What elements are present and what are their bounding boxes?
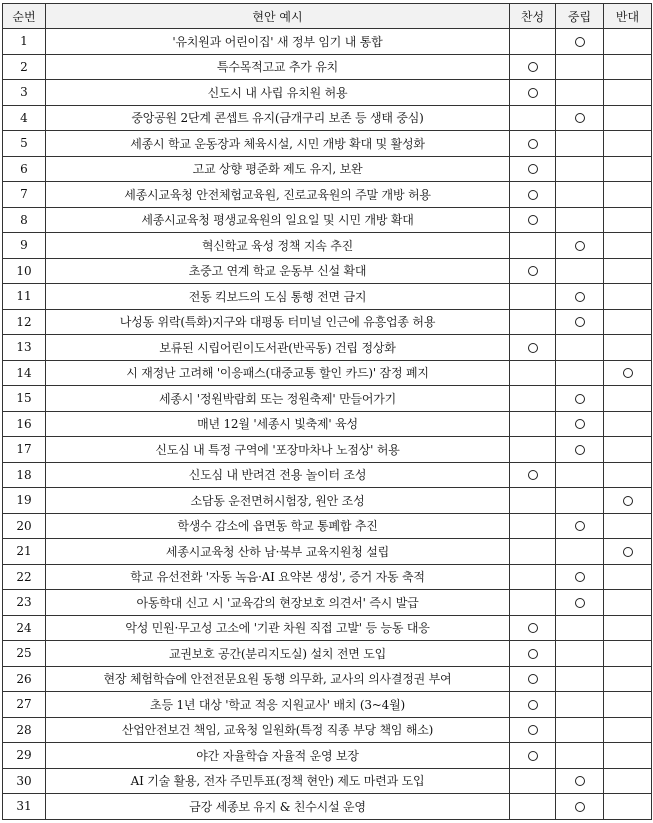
vote-cell-neutral (556, 768, 604, 794)
vote-cell-oppose (604, 794, 652, 820)
row-number: 31 (3, 794, 46, 820)
table-row (3, 335, 652, 361)
row-number: 24 (3, 615, 46, 641)
vote-cell-oppose (604, 437, 652, 463)
issue-text: 학교 유선전화 '자동 녹음·AI 요약본 생성', 증거 자동 축적 (46, 564, 510, 590)
vote-cell-neutral (556, 615, 604, 641)
vote-cell-agree (510, 131, 556, 157)
table-row (3, 309, 652, 335)
table-row (3, 182, 652, 208)
row-number: 3 (3, 80, 46, 106)
row-number: 21 (3, 539, 46, 565)
vote-cell-neutral (556, 717, 604, 743)
table-row (3, 794, 652, 820)
vote-cell-agree (510, 233, 556, 259)
issue-text: 악성 민원·무고성 고소에 '기관 차원 직접 고발' 등 능동 대응 (46, 615, 510, 641)
vote-cell-oppose (604, 284, 652, 310)
circle-mark-icon (528, 725, 538, 735)
issue-text: 세종시 '정원박람회 또는 정원축제' 만들어가기 (46, 386, 510, 412)
table-row (3, 156, 652, 182)
vote-cell-oppose (604, 258, 652, 284)
table-row (3, 743, 652, 769)
issue-text: 소담동 운전면허시험장, 원안 조성 (46, 488, 510, 514)
vote-cell-neutral (556, 284, 604, 310)
circle-mark-icon (528, 88, 538, 98)
row-number: 26 (3, 666, 46, 692)
circle-mark-icon (528, 470, 538, 480)
issue-text: 초중고 연계 학교 운동부 신설 확대 (46, 258, 510, 284)
vote-cell-neutral (556, 182, 604, 208)
vote-cell-agree (510, 437, 556, 463)
issue-text: 초등 1년 대상 '학교 적응 지원교사' 배치 (3~4월) (46, 692, 510, 718)
circle-mark-icon (528, 266, 538, 276)
vote-cell-oppose (604, 207, 652, 233)
issue-text: 보류된 시립어린이도서관(반곡동) 건립 정상화 (46, 335, 510, 361)
table-row (3, 207, 652, 233)
row-number: 12 (3, 309, 46, 335)
row-number: 20 (3, 513, 46, 539)
circle-mark-icon (575, 394, 585, 404)
header-item: 현안 예시 (46, 4, 510, 29)
table-body (3, 29, 652, 820)
issue-text: 교권보호 공간(분리지도실) 설치 전면 도입 (46, 641, 510, 667)
vote-cell-oppose (604, 105, 652, 131)
row-number: 2 (3, 54, 46, 80)
table-row (3, 131, 652, 157)
circle-mark-icon (575, 241, 585, 251)
vote-cell-oppose (604, 29, 652, 55)
vote-cell-agree (510, 258, 556, 284)
vote-cell-neutral (556, 233, 604, 259)
circle-mark-icon (575, 776, 585, 786)
issue-text: 신도심 내 반려견 전용 놀이터 조성 (46, 462, 510, 488)
vote-cell-agree (510, 29, 556, 55)
vote-cell-oppose (604, 335, 652, 361)
table-row (3, 564, 652, 590)
vote-cell-oppose (604, 717, 652, 743)
vote-cell-agree (510, 386, 556, 412)
vote-cell-agree (510, 284, 556, 310)
circle-mark-icon (575, 598, 585, 608)
circle-mark-icon (528, 751, 538, 761)
vote-cell-neutral (556, 54, 604, 80)
issue-text: 세종시교육청 평생교육원의 일요일 및 시민 개방 확대 (46, 207, 510, 233)
vote-cell-neutral (556, 743, 604, 769)
circle-mark-icon (528, 623, 538, 633)
vote-cell-oppose (604, 462, 652, 488)
circle-mark-icon (623, 547, 633, 557)
vote-cell-neutral (556, 590, 604, 616)
row-number: 18 (3, 462, 46, 488)
issue-text: 전동 킥보드의 도심 통행 전면 금지 (46, 284, 510, 310)
vote-cell-oppose (604, 513, 652, 539)
issue-text: '유치원과 어린이집' 새 정부 임기 내 통합 (46, 29, 510, 55)
issue-text: 혁신학교 육성 정책 지속 추진 (46, 233, 510, 259)
vote-cell-neutral (556, 156, 604, 182)
vote-cell-oppose (604, 386, 652, 412)
circle-mark-icon (528, 190, 538, 200)
circle-mark-icon (528, 215, 538, 225)
table-row (3, 284, 652, 310)
table-row (3, 105, 652, 131)
vote-cell-oppose (604, 590, 652, 616)
issue-text: 세종시교육청 안전체험교육원, 진로교육원의 주말 개방 허용 (46, 182, 510, 208)
row-number: 10 (3, 258, 46, 284)
issue-text: 산업안전보건 책임, 교육청 일원화(특정 직종 부당 책임 해소) (46, 717, 510, 743)
vote-cell-oppose (604, 360, 652, 386)
vote-cell-neutral (556, 692, 604, 718)
vote-cell-agree (510, 360, 556, 386)
vote-cell-agree (510, 182, 556, 208)
table-row (3, 717, 652, 743)
circle-mark-icon (575, 445, 585, 455)
table-row (3, 692, 652, 718)
row-number: 7 (3, 182, 46, 208)
circle-mark-icon (528, 343, 538, 353)
vote-cell-neutral (556, 794, 604, 820)
row-number: 1 (3, 29, 46, 55)
vote-cell-neutral (556, 437, 604, 463)
vote-cell-neutral (556, 386, 604, 412)
circle-mark-icon (575, 521, 585, 531)
row-number: 30 (3, 768, 46, 794)
row-number: 8 (3, 207, 46, 233)
vote-cell-neutral (556, 105, 604, 131)
row-number: 5 (3, 131, 46, 157)
table-row (3, 360, 652, 386)
table-row (3, 666, 652, 692)
row-number: 17 (3, 437, 46, 463)
table-row (3, 539, 652, 565)
circle-mark-icon (528, 164, 538, 174)
vote-cell-agree (510, 768, 556, 794)
vote-cell-agree (510, 156, 556, 182)
row-number: 4 (3, 105, 46, 131)
table-row (3, 462, 652, 488)
vote-cell-oppose (604, 156, 652, 182)
vote-cell-oppose (604, 233, 652, 259)
row-number: 14 (3, 360, 46, 386)
vote-cell-oppose (604, 615, 652, 641)
row-number: 9 (3, 233, 46, 259)
vote-cell-oppose (604, 768, 652, 794)
row-number: 11 (3, 284, 46, 310)
vote-cell-agree (510, 666, 556, 692)
row-number: 28 (3, 717, 46, 743)
vote-cell-agree (510, 105, 556, 131)
issue-text: 세종시 학교 운동장과 체육시설, 시민 개방 확대 및 활성화 (46, 131, 510, 157)
circle-mark-icon (623, 368, 633, 378)
vote-cell-agree (510, 54, 556, 80)
table-row (3, 437, 652, 463)
issue-text: 매년 12월 '세종시 빛축제' 육성 (46, 411, 510, 437)
table-row (3, 29, 652, 55)
vote-cell-agree (510, 513, 556, 539)
vote-cell-agree (510, 564, 556, 590)
vote-cell-oppose (604, 488, 652, 514)
issue-text: 야간 자율학습 자율적 운영 보장 (46, 743, 510, 769)
vote-cell-agree (510, 80, 556, 106)
vote-cell-agree (510, 335, 556, 361)
row-number: 23 (3, 590, 46, 616)
vote-cell-neutral (556, 513, 604, 539)
circle-mark-icon (575, 317, 585, 327)
issue-text: 시 재정난 고려해 '이응패스(대중교통 할인 카드)' 잠정 폐지 (46, 360, 510, 386)
vote-cell-agree (510, 539, 556, 565)
circle-mark-icon (575, 419, 585, 429)
table-row (3, 641, 652, 667)
table-row (3, 768, 652, 794)
vote-cell-oppose (604, 539, 652, 565)
table-row (3, 54, 652, 80)
issue-text: 나성동 위락(특화)지구와 대평동 터미널 인근에 유흥업종 허용 (46, 309, 510, 335)
issue-text: 현장 체험학습에 안전전문요원 동행 의무화, 교사의 의사결정권 부여 (46, 666, 510, 692)
vote-cell-neutral (556, 666, 604, 692)
vote-cell-oppose (604, 309, 652, 335)
vote-cell-neutral (556, 539, 604, 565)
table-row (3, 233, 652, 259)
table-row (3, 590, 652, 616)
vote-cell-oppose (604, 666, 652, 692)
vote-cell-oppose (604, 692, 652, 718)
row-number: 15 (3, 386, 46, 412)
vote-cell-neutral (556, 29, 604, 55)
table-row (3, 80, 652, 106)
issue-text: 고교 상향 평준화 제도 유지, 보완 (46, 156, 510, 182)
vote-cell-agree (510, 462, 556, 488)
issue-text: 특수목적고교 추가 유치 (46, 54, 510, 80)
header-agree: 찬성 (510, 4, 556, 29)
row-number: 6 (3, 156, 46, 182)
vote-cell-neutral (556, 309, 604, 335)
vote-cell-agree (510, 743, 556, 769)
vote-cell-agree (510, 615, 556, 641)
issue-text: 학생수 감소에 읍면동 학교 통폐합 추진 (46, 513, 510, 539)
issue-text: AI 기술 활용, 전자 주민투표(정책 현안) 제도 마련과 도입 (46, 768, 510, 794)
vote-cell-neutral (556, 335, 604, 361)
survey-table-container (2, 3, 652, 820)
vote-cell-agree (510, 207, 556, 233)
vote-cell-neutral (556, 360, 604, 386)
table-row (3, 513, 652, 539)
circle-mark-icon (528, 139, 538, 149)
circle-mark-icon (528, 700, 538, 710)
vote-cell-agree (510, 411, 556, 437)
circle-mark-icon (575, 113, 585, 123)
table-row (3, 615, 652, 641)
row-number: 13 (3, 335, 46, 361)
vote-cell-neutral (556, 462, 604, 488)
vote-cell-oppose (604, 564, 652, 590)
row-number: 25 (3, 641, 46, 667)
vote-cell-oppose (604, 411, 652, 437)
vote-cell-neutral (556, 207, 604, 233)
vote-cell-neutral (556, 488, 604, 514)
issue-text: 금강 세종보 유지 & 친수시설 운영 (46, 794, 510, 820)
header-neutral: 중립 (556, 4, 604, 29)
circle-mark-icon (575, 37, 585, 47)
issue-text: 아동학대 신고 시 '교육감의 현장보호 의견서' 즉시 발급 (46, 590, 510, 616)
table-row (3, 488, 652, 514)
circle-mark-icon (575, 802, 585, 812)
row-number: 27 (3, 692, 46, 718)
vote-cell-oppose (604, 54, 652, 80)
vote-cell-neutral (556, 131, 604, 157)
header-oppose: 반대 (604, 4, 652, 29)
policy-issues-table (2, 3, 652, 820)
issue-text: 신도시 내 사립 유치원 허용 (46, 80, 510, 106)
issue-text: 세종시교육청 산하 남·북부 교육지원청 설립 (46, 539, 510, 565)
table-row (3, 411, 652, 437)
header-no: 순번 (3, 4, 46, 29)
vote-cell-agree (510, 590, 556, 616)
circle-mark-icon (623, 496, 633, 506)
vote-cell-oppose (604, 743, 652, 769)
vote-cell-agree (510, 692, 556, 718)
header-row (3, 4, 652, 29)
vote-cell-neutral (556, 258, 604, 284)
row-number: 29 (3, 743, 46, 769)
table-row (3, 386, 652, 412)
row-number: 22 (3, 564, 46, 590)
circle-mark-icon (575, 292, 585, 302)
circle-mark-icon (528, 649, 538, 659)
circle-mark-icon (528, 674, 538, 684)
vote-cell-neutral (556, 411, 604, 437)
vote-cell-agree (510, 717, 556, 743)
vote-cell-neutral (556, 641, 604, 667)
vote-cell-oppose (604, 641, 652, 667)
circle-mark-icon (528, 62, 538, 72)
vote-cell-agree (510, 794, 556, 820)
circle-mark-icon (575, 572, 585, 582)
vote-cell-neutral (556, 80, 604, 106)
issue-text: 신도심 내 특정 구역에 '포장마차나 노점상' 허용 (46, 437, 510, 463)
vote-cell-oppose (604, 182, 652, 208)
table-row (3, 258, 652, 284)
row-number: 16 (3, 411, 46, 437)
issue-text: 중앙공원 2단계 콘셉트 유지(금개구리 보존 등 생태 중심) (46, 105, 510, 131)
vote-cell-agree (510, 309, 556, 335)
row-number: 19 (3, 488, 46, 514)
vote-cell-oppose (604, 80, 652, 106)
vote-cell-oppose (604, 131, 652, 157)
vote-cell-agree (510, 641, 556, 667)
vote-cell-agree (510, 488, 556, 514)
vote-cell-neutral (556, 564, 604, 590)
